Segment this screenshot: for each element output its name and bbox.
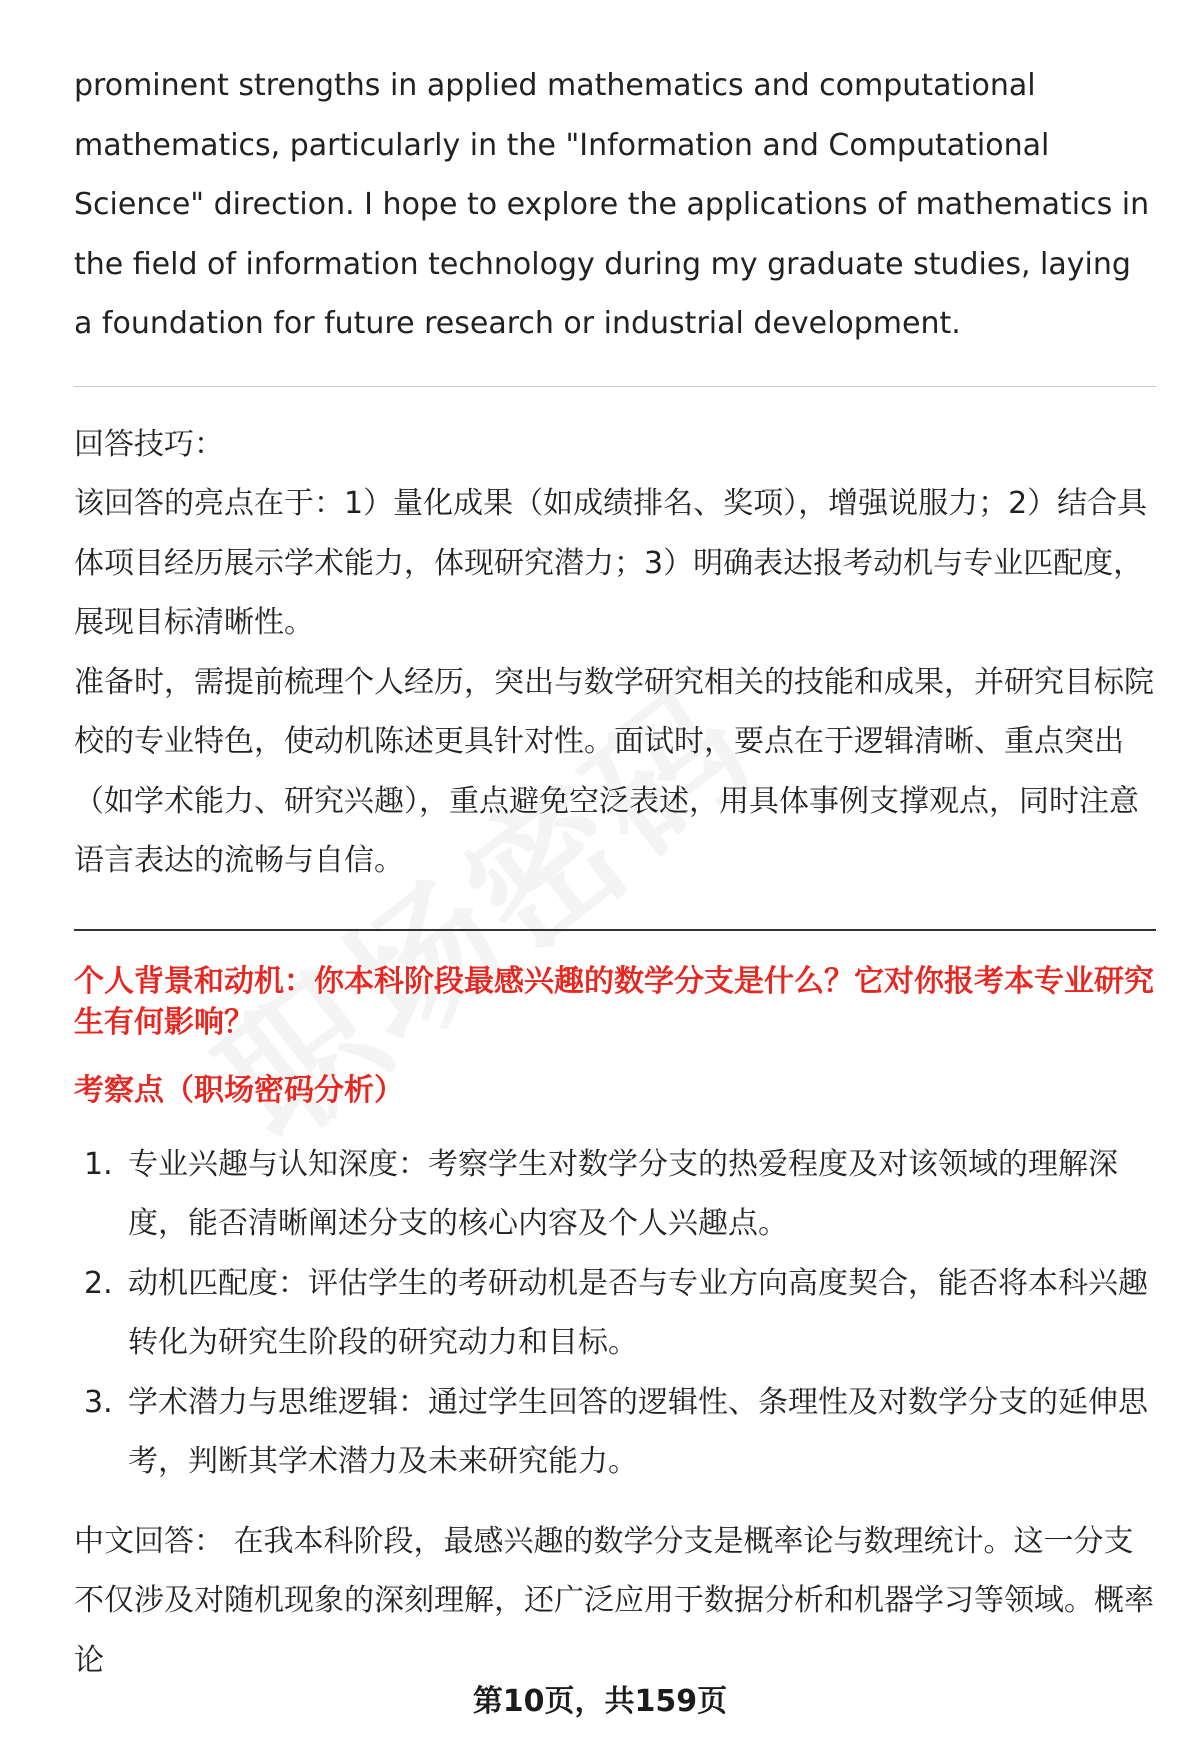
list-item-text: 动机匹配度：评估学生的考研动机是否与专业方向高度契合，能否将本科兴趣转化为研究生阶段的研究动力和目标。 <box>128 1265 1148 1360</box>
question-title: 个人背景和动机：你本科阶段最感兴趣的数学分支是什么？它对你报考本专业研究生有何影响？ <box>74 963 1154 1040</box>
page-footer: 第10页，共159页 <box>472 1684 728 1719</box>
tips-heading: 回答技巧： <box>74 426 224 462</box>
divider-light <box>74 386 1156 387</box>
answer-paragraph: 中文回答： 在我本科阶段，最感兴趣的数学分支是概率论与数理统计。这一分支不仅涉及对随机现象的深刻理解，还广泛应用于数据分析和机器学习等领域。概率论 <box>74 1523 1154 1678</box>
list-item-number: 2. <box>84 1265 113 1301</box>
analysis-heading: 考察点（职场密码分析） <box>74 1072 404 1108</box>
list-item-text: 专业兴趣与认知深度：考察学生对数学分支的热爱程度及对该领域的理解深度，能否清晰阐述分支的核心内容及个人兴趣点。 <box>128 1146 1118 1241</box>
list-item-number: 3. <box>84 1384 113 1420</box>
tips-highlights: 该回答的亮点在于：1）量化成果（如成绩排名、奖项），增强说服力；2）结合具体项目经历展示学术能力，体现研究潜力；3）明确表达报考动机与专业匹配度，展现目标清晰性。 <box>74 486 1148 640</box>
list-item-text: 学术潜力与思维逻辑：通过学生回答的逻辑性、条理性及对数学分支的延伸思考，判断其学术潜力及未来研究能力。 <box>128 1384 1148 1479</box>
answer-tips <box>74 415 1156 891</box>
list-item-number: 1. <box>84 1146 113 1182</box>
intro-paragraph: prominent strengths in applied mathematics and computational mathematics, particularly in the "Information and Computational Science" direction. I hope to explore the applications of mathematics in the field of information technology during my graduate studies, laying a foundation for future research or industrial development. <box>74 68 1150 341</box>
analysis-points <box>74 1135 1156 1492</box>
list-item <box>74 1135 1156 1254</box>
list-item <box>74 1254 1156 1373</box>
list-item <box>74 1373 1156 1492</box>
divider-dark <box>74 929 1156 931</box>
tips-preparation: 准备时，需提前梳理个人经历，突出与数学研究相关的技能和成果，并研究目标院校的专业特色，使动机陈述更具针对性。面试时，要点在于逻辑清晰、重点突出（如学术能力、研究兴趣），重点避免空泛表述，用具体事例支撑观点，同时注意语言表达的流畅与自信。 <box>74 664 1154 878</box>
page-content <box>74 56 1156 1690</box>
